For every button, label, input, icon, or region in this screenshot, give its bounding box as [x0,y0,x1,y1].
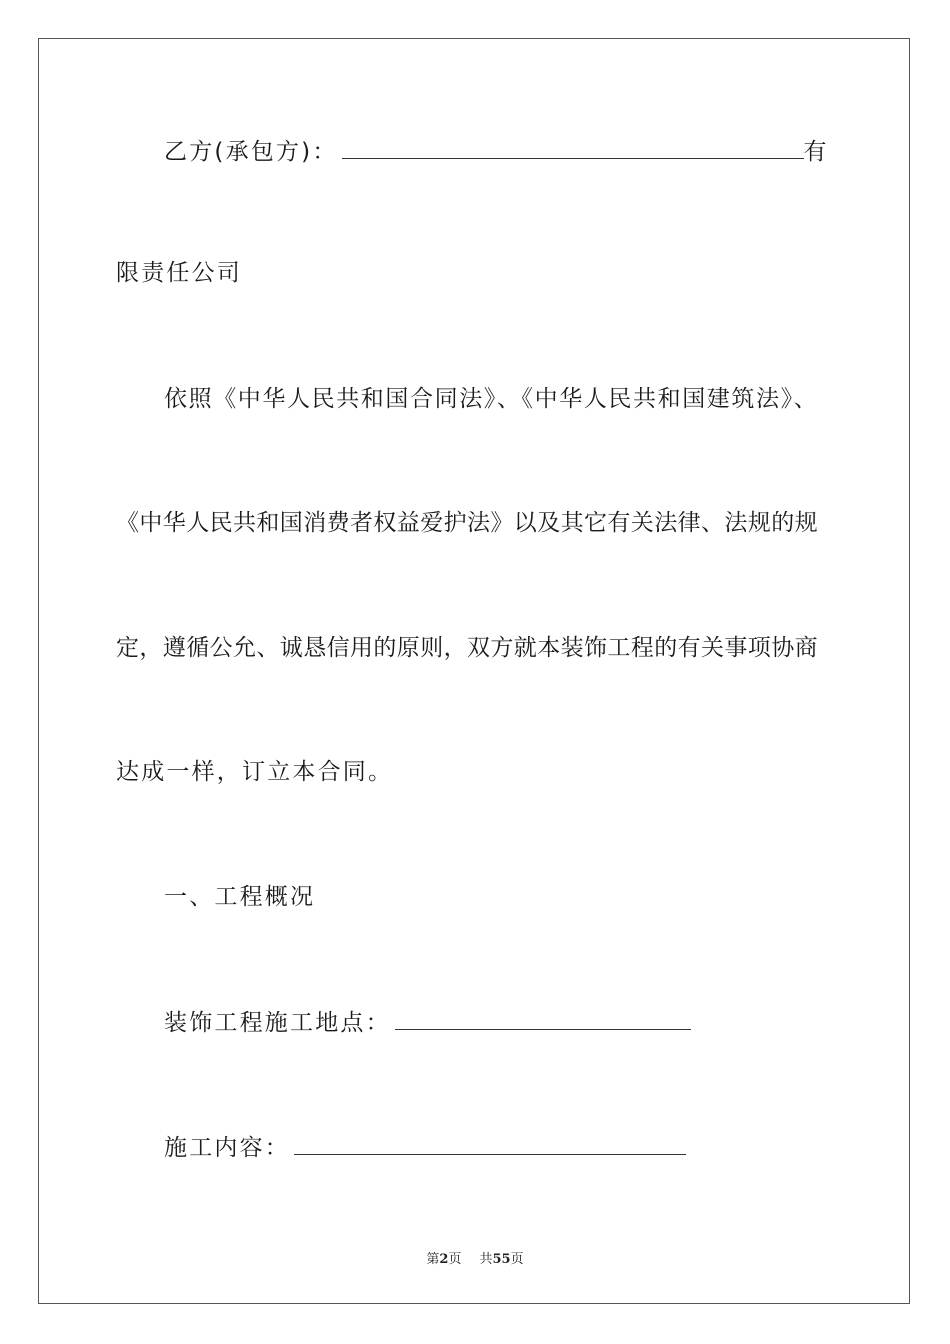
footer-page-prefix: 第 [426,1252,440,1267]
site-line [164,1007,691,1038]
section-title: 一、工程概况 [164,884,316,910]
content-blank [294,1132,686,1155]
party-b-continuation: 限责任公司 [116,260,242,286]
paragraph-line-2: 《中华人民共和国消费者权益爱护法》以及其它有关法律、法规的规 [116,510,818,536]
site-label: 装饰工程施工地点： [164,1010,391,1036]
footer-page-suffix: 页 [448,1252,462,1267]
footer-total-suffix: 页 [510,1252,524,1267]
paragraph-line-3: 定，遵循公允、诚恳信用的原则，双方就本装饰工程的有关事项协商 [116,635,818,661]
page-footer [0,1248,950,1267]
content-line [164,1132,686,1163]
content-label: 施工内容： [164,1135,290,1161]
footer-page-number: 2 [439,1252,449,1267]
page-border [38,38,910,1304]
party-b-suffix: 有 [803,139,829,165]
site-blank [395,1007,691,1030]
party-b-label: 乙方(承包方)： [164,139,338,165]
party-b-line [164,136,829,167]
footer-total-prefix: 共 [479,1252,493,1267]
footer-total-number: 55 [492,1252,511,1267]
paragraph-line-4: 达成一样，订立本合同。 [116,759,394,785]
paragraph-line-1: 依照《中华人民共和国合同法》、《中华人民共和国建筑法》、 [164,386,819,412]
party-b-blank [342,136,804,159]
